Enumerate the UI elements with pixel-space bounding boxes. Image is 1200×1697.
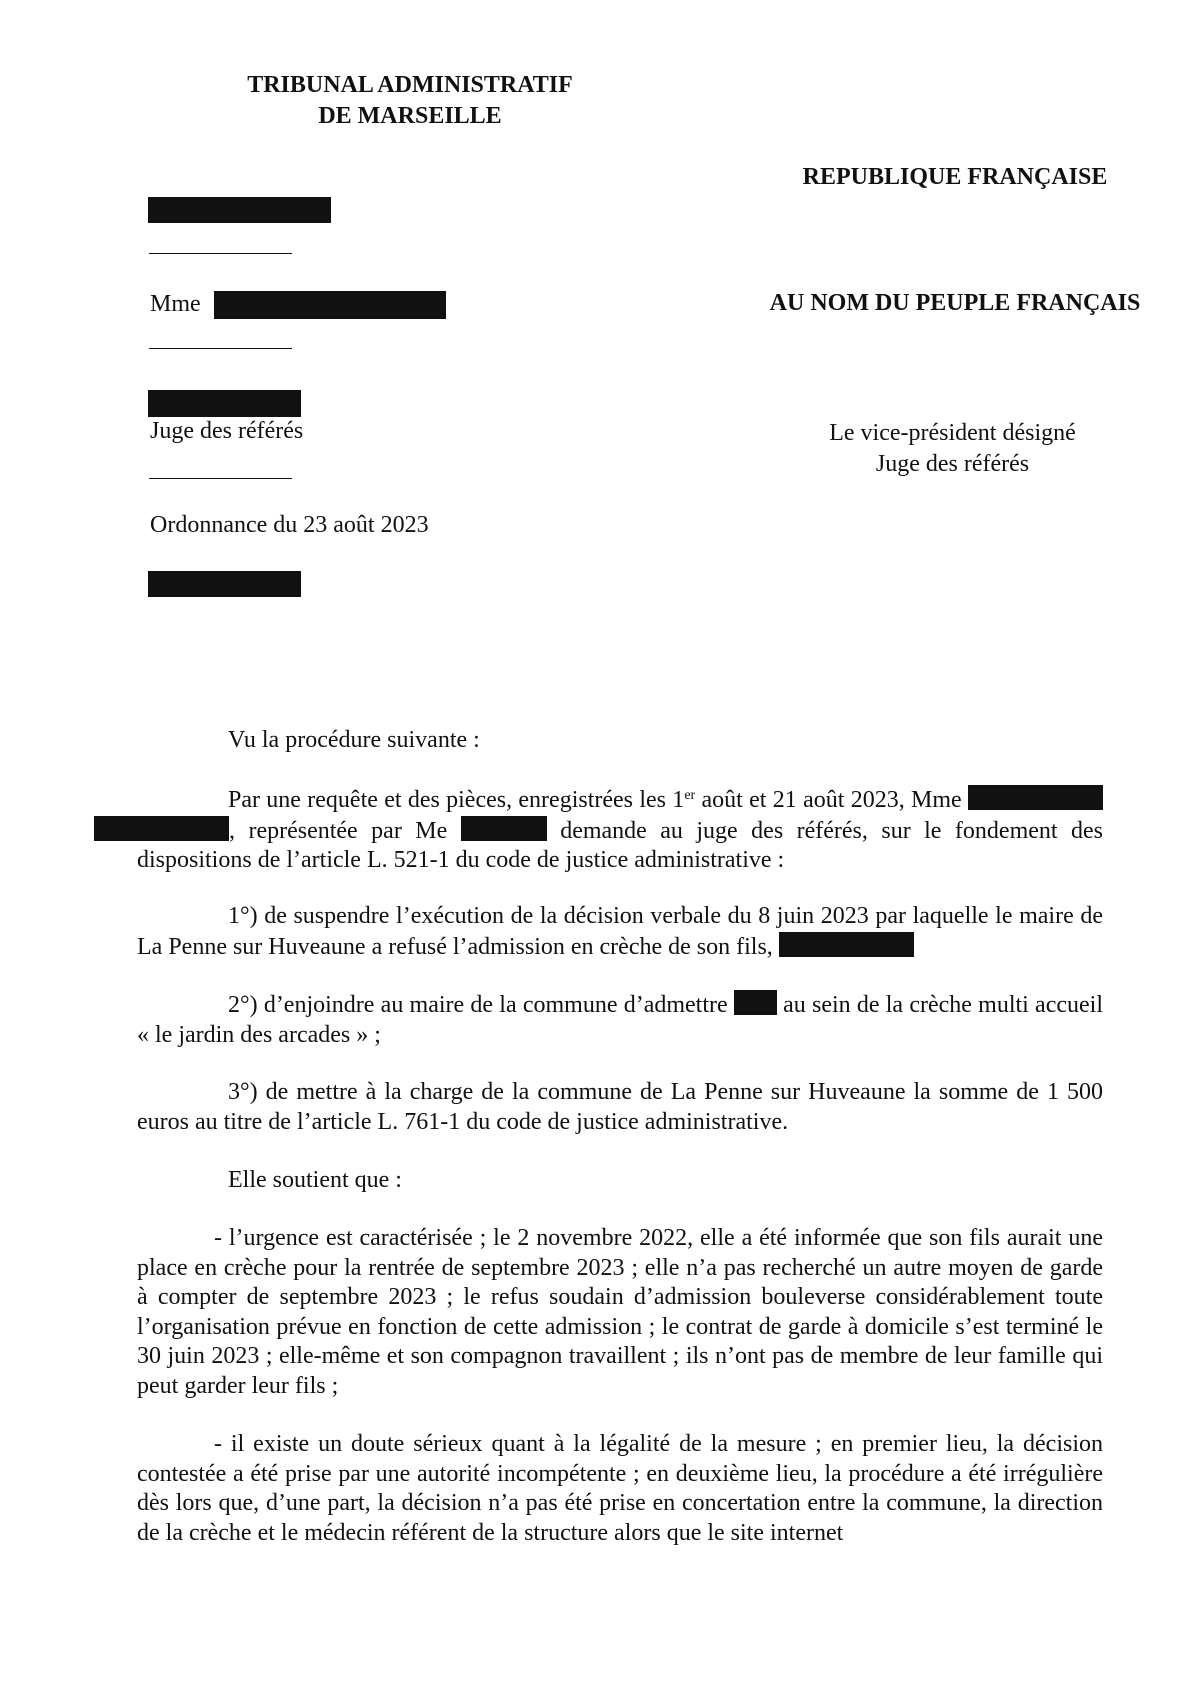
redacted-judge-name [148, 390, 301, 417]
redacted-case-number [148, 197, 331, 223]
argument-legality: - il existe un doute sérieux quant à la légalité de la mesure ; en premier lieu, la décision contestée a été prise par une autorité incompétente ; en deuxième lieu, la procédure a été irrégulière dès lors que, d’une part, la décision n’a pas été prise en concertation entre la commune, la direction de la crèche et le médecin référent de la structure alors que le site internet [137, 1431, 1103, 1546]
request-text-a: Par une requête et des pièces, enregistrées les 1 [228, 787, 685, 813]
redacted-reference [148, 571, 301, 597]
support-intro: Elle soutient que : [228, 1167, 402, 1193]
court-line-1: TRIBUNAL ADMINISTRATIF [247, 72, 573, 98]
claim-item-2-text-a: 2°) d’enjoindre au maire de la commune d’admettre [228, 992, 734, 1018]
procedure-intro: Vu la procédure suivante : [228, 727, 480, 753]
judge-title-right [780, 418, 1125, 480]
claim-item-1-text: 1°) de suspendre l’exécution de la décision verbale du 8 juin 2023 par laquelle le maire de La Penne sur Huveaune a refusé l’admission en crèche de son fils, [137, 903, 1103, 960]
redacted-child-name [779, 932, 914, 957]
judge-label-left: Juge des référés [150, 418, 304, 444]
claim-item-3: 3°) de mettre à la charge de la commune de La Penne sur Huveaune la somme de 1 500 euros au titre de l’article L. 761-1 du code de justice administrative. [137, 1079, 1103, 1135]
argument-urgency: - l’urgence est caractérisée ; le 2 novembre 2022, elle a été informée que son fils aurait une place en crèche pour la rentrée de septembre 2023 ; elle n’a pas recherché un autre moyen de garde à compter de septembre 2023 ; le refus soudain d’admission bouleverse considérablement toute l’organisation prévue en fonction de cette admission ; le contrat de garde à domicile s’est terminé le 30 juin 2023 ; elle-même et son compagnon travaillent ; ils n’ont pas de membre de leur famille qui peut garder leur fils ; [137, 1225, 1103, 1399]
request-text-b: août et 21 août 2023, Mme [695, 787, 969, 813]
request-superscript: er [684, 788, 696, 803]
claim-item-1 [137, 902, 1103, 962]
redacted-applicant-name [968, 785, 1103, 810]
redacted-party-name [214, 291, 446, 319]
redacted-lawyer-name [461, 816, 547, 841]
judge-right-line-1: Le vice-président désigné [829, 420, 1076, 446]
republic-heading: REPUBLIQUE FRANÇAISE [802, 164, 1108, 190]
separator-rule [149, 478, 292, 479]
separator-rule [149, 348, 292, 349]
request-text-d: demande au juge des référés, sur le fondement des dispositions de l’article L. 521-1 du code de justice administrative : [137, 817, 1104, 873]
people-heading: AU NOM DU PEUPLE FRANÇAIS [769, 290, 1141, 316]
request-text-c: , représentée par Me [229, 817, 461, 844]
redacted-child-name [734, 990, 777, 1015]
order-date: Ordonnance du 23 août 2023 [150, 512, 429, 538]
claim-item-2-text-b: au sein de la crèche multi accueil « le jardin des arcades » ; [137, 992, 1103, 1048]
judge-right-line-2: Juge des référés [875, 451, 1030, 477]
request-paragraph [137, 785, 1103, 876]
redacted-applicant-name-cont [94, 816, 229, 841]
separator-rule [149, 253, 292, 254]
court-line-2: DE MARSEILLE [318, 103, 502, 129]
claim-item-2 [137, 990, 1103, 1050]
party-label: Mme [150, 291, 201, 317]
court-name [190, 70, 630, 132]
